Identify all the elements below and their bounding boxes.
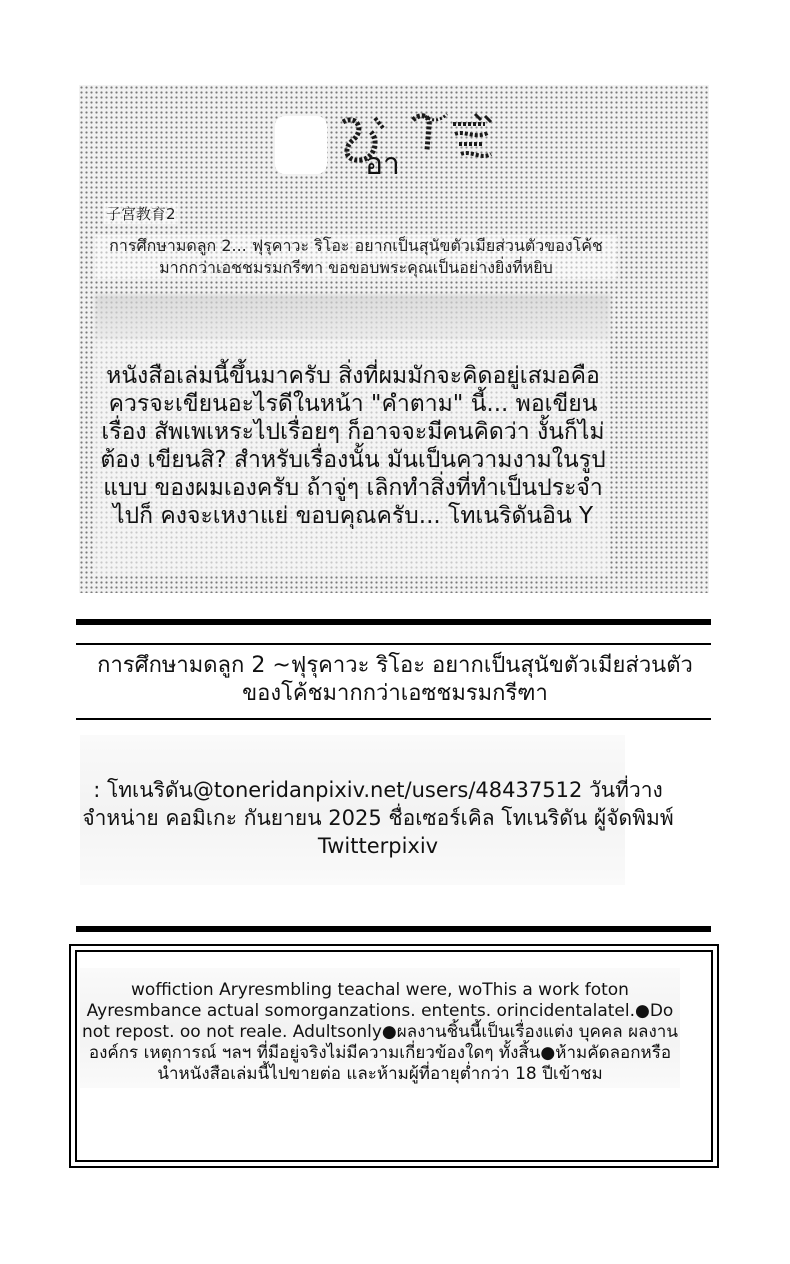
divider-thick-top — [76, 619, 711, 625]
logo-text: อา — [365, 147, 400, 180]
divider-thin-top — [76, 643, 711, 645]
decorative-title-lettering — [335, 110, 505, 180]
title-logo — [275, 110, 505, 180]
disclaimer-text: woffiction Aryresmbling teachal were, woThis a work foton Ayresmbance actual somorganzations. entents. orincidentalatel.●Do not repost. oo not reale. Adultsonly●ผลงานชิ้นนี้เป็นเรื่องแต่ง บุคคล ผลงาน องค์กร เหตุการณ์ ฯลฯ ที่มีอยู่จริงไม่มีความเกี่ยวข้องใดๆ ทั้งสิ้น●ห้ามคัดลอกหรือนำหนังสือเล่มนี้ไปขายต่อ และห้ามผู้ที่อายุต่ำกว่า 18 ปีเข้าชม — [82, 980, 678, 1084]
afterword-text: หนังสือเล่มนี้ขึ้นมาครับ สิ่งที่ผมมักจะคิดอยู่เสมอคือ ควรจะเขียนอะไรดีในหน้า "คำตาม" นี้... พอเขียนเรื่อง สัพเพเหระไปเรื่อยๆ ก็อาจจะมีคนคิดว่า งั้นก็ไม่ต้อง เขียนสิ? สำหรับเรื่องนั้น มันเป็นความงามในรูปแบบ ของผมเองครับ ถ้าจู่ๆ เลิกทำสิ่งที่ทำเป็นประจำไปก็ คงจะเหงาแย่ ขอบคุณครับ... โทเนริดันอิน Y — [100, 363, 606, 529]
subtitle-small: การศึกษามดลูก 2... ฟุรุคาวะ ริโอะ อยากเป็นสุนัขตัวเมียส่วนตัวของโค้ช มากกว่าเอชชมรมกรีฑา ขอขอบพระคุณเป็นอย่างยิ่งที่หยิบ — [95, 235, 617, 279]
cjk-series-label: 子宮教育2 — [106, 205, 176, 223]
divider-thick-bottom — [76, 926, 711, 932]
blurred-strip — [95, 295, 610, 340]
book-title: การศึกษามดลูก 2 ~ฟุรุคาวะ ริโอะ อยากเป็นสุนัขตัวเมียส่วนตัว ของโค้ชมากกว่าเอซชมรมกรีฑา — [97, 653, 693, 706]
publication-info: : โทเนริดัน@toneridanpixiv.net/users/48437512 วันที่วางจำหน่าย คอมิเกะ กันยายน 2025 ชื่อเซอร์เคิล โทเนริดัน ผู้จัดพิมพ์ Twitterpixiv — [82, 778, 674, 858]
divider-title-bottom — [76, 718, 711, 720]
logo-blank-area — [275, 116, 327, 174]
